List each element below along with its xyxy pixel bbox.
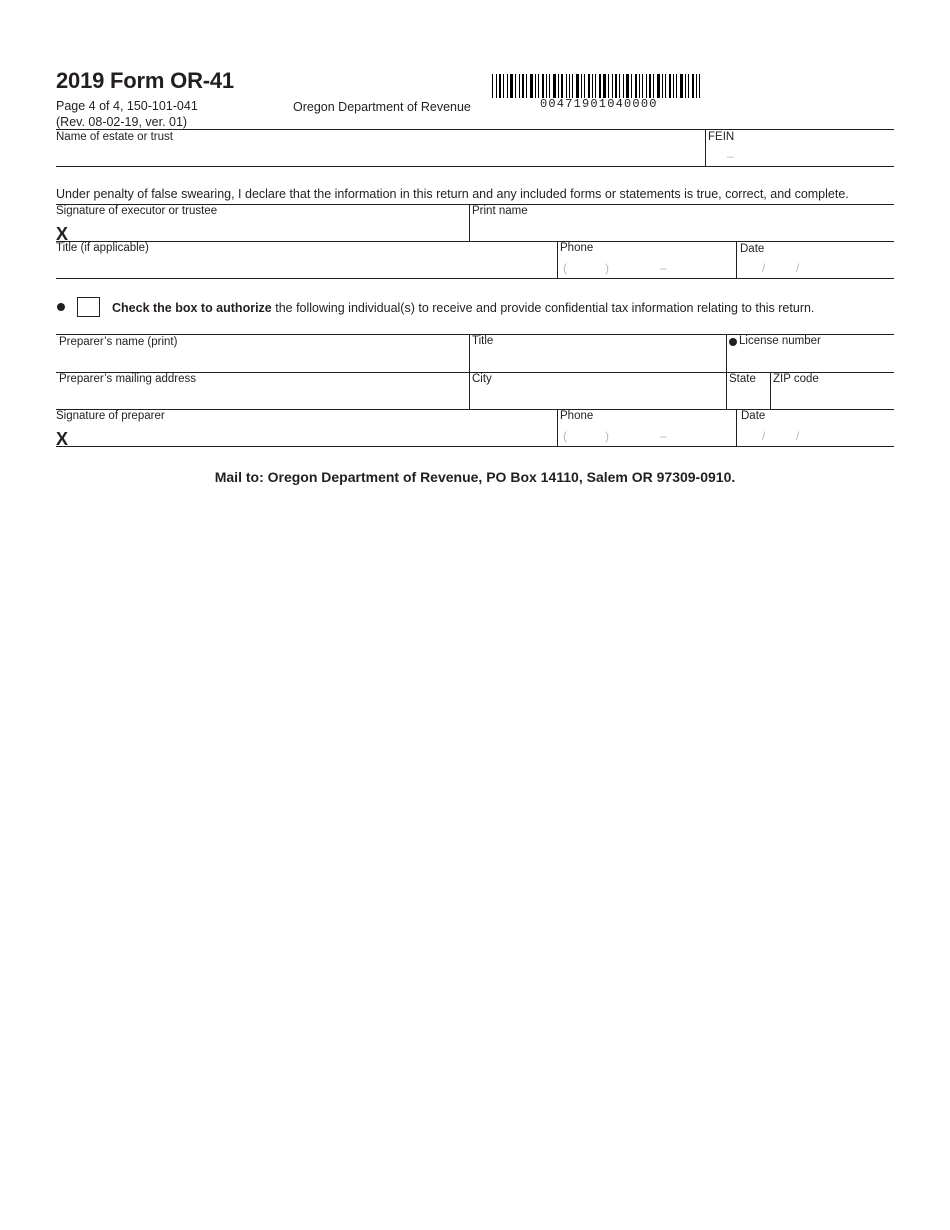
divider — [56, 446, 894, 447]
barcode-bar — [595, 74, 596, 98]
print-name-input[interactable] — [474, 222, 889, 240]
preparer-signature-label: Signature of preparer — [56, 410, 165, 422]
barcode-bar — [588, 74, 590, 98]
barcode-bar — [507, 74, 508, 98]
barcode-bar — [649, 74, 651, 98]
barcode-bar — [665, 74, 666, 98]
barcode-bar — [608, 74, 609, 98]
preparer-date-label: Date — [741, 410, 766, 422]
date-separator: / — [796, 429, 800, 443]
barcode-bar — [642, 74, 643, 98]
fein-input[interactable] — [710, 146, 890, 164]
barcode-bar — [623, 74, 624, 98]
zip-label: ZIP code — [773, 373, 819, 385]
authorize-bold-text: Check the box to authorize — [112, 301, 272, 315]
barcode-bar — [569, 74, 570, 98]
divider — [56, 409, 894, 410]
barcode-bar — [646, 74, 647, 98]
authorize-checkbox[interactable] — [77, 297, 100, 317]
estate-name-label: Name of estate or trust — [56, 131, 173, 143]
mail-to-address: Mail to: Oregon Department of Revenue, PO Box 14110, Salem OR 97309-0910. — [214, 469, 736, 485]
barcode-bar — [538, 74, 539, 98]
barcode-bar — [519, 74, 520, 98]
barcode-bar — [546, 74, 547, 98]
agency-name: Oregon Department of Revenue — [293, 100, 471, 114]
divider — [557, 241, 558, 278]
fein-label: FEIN — [708, 131, 735, 143]
city-input[interactable] — [474, 389, 722, 407]
barcode-bar — [631, 74, 632, 98]
form-title: 2019 Form OR-41 — [56, 68, 234, 93]
barcode-bar — [669, 74, 671, 98]
barcode-bar — [676, 74, 677, 98]
authorize-text — [112, 301, 814, 315]
phone-open-paren: ( — [563, 261, 567, 275]
date-separator: / — [762, 261, 766, 275]
barcode-bar — [626, 74, 629, 98]
bullet-icon — [729, 338, 737, 346]
phone-close-paren: ) — [605, 261, 609, 275]
barcode-bar — [526, 74, 527, 98]
license-number-label: License number — [739, 335, 821, 347]
divider — [770, 372, 771, 409]
barcode-bar — [566, 74, 567, 98]
barcode-bar — [615, 74, 617, 98]
print-name-label: Print name — [472, 205, 528, 217]
divider — [469, 204, 470, 241]
preparer-name-input[interactable] — [60, 352, 462, 370]
barcode-bar — [522, 74, 524, 98]
barcode-bar — [639, 74, 640, 98]
divider — [736, 241, 737, 278]
barcode-bar — [673, 74, 674, 98]
barcode-bar — [599, 74, 601, 98]
barcode-bar — [680, 74, 683, 98]
bullet-icon — [57, 303, 65, 311]
barcode-number: 00471901040000 — [540, 97, 658, 111]
barcode-bar — [688, 74, 689, 98]
barcode-bar — [492, 74, 493, 98]
barcode-bar — [581, 74, 582, 98]
barcode-bar — [696, 74, 697, 98]
barcode-bar — [619, 74, 620, 98]
divider — [705, 129, 706, 166]
barcode-bar — [612, 74, 613, 98]
barcode-bar — [576, 74, 579, 98]
divider — [56, 241, 894, 242]
preparer-phone-label: Phone — [560, 410, 594, 422]
divider — [56, 166, 894, 167]
divider — [557, 409, 558, 446]
authorize-rest-text: the following individual(s) to receive and provide confidential tax information relating to this return. — [271, 301, 815, 315]
barcode-bar — [496, 74, 497, 98]
barcode-bar — [561, 74, 563, 98]
barcode-bar — [515, 74, 516, 98]
divider — [56, 129, 894, 130]
state-label: State — [729, 373, 756, 385]
executor-phone-input[interactable] — [570, 258, 730, 276]
preparer-address-input[interactable] — [60, 389, 462, 407]
declaration-text: Under penalty of false swearing, I declare that the information in this return and any included forms or statements is true, correct, and complete. — [56, 187, 849, 201]
executor-phone-label: Phone — [560, 242, 594, 254]
title-input[interactable] — [58, 258, 548, 276]
barcode-bar — [499, 74, 501, 98]
barcode-bar — [657, 74, 660, 98]
barcode-bar — [584, 74, 585, 98]
date-separator: / — [762, 429, 766, 443]
barcode-bar — [699, 74, 700, 98]
barcode-bar — [603, 74, 606, 98]
barcode-bar — [572, 74, 573, 98]
estate-name-input[interactable] — [58, 146, 698, 164]
barcode-bar — [558, 74, 559, 98]
phone-dash: – — [660, 261, 667, 275]
license-number-input[interactable] — [731, 352, 891, 370]
barcode-bar — [685, 74, 686, 98]
preparer-date-input[interactable] — [742, 426, 890, 444]
preparer-signature-mark: X — [56, 429, 69, 449]
preparer-name-label: Preparer’s name (print) — [59, 336, 178, 348]
executor-signature-label: Signature of executor or trustee — [56, 205, 218, 217]
preparer-signature-input[interactable] — [76, 427, 551, 445]
barcode-bar — [510, 74, 513, 98]
executor-date-input[interactable] — [742, 258, 890, 276]
city-label: City — [472, 373, 492, 385]
preparer-phone-input[interactable] — [570, 426, 730, 444]
executor-signature-input[interactable] — [76, 222, 461, 240]
barcode-bar — [549, 74, 550, 98]
zip-input[interactable] — [775, 389, 890, 407]
page-info: Page 4 of 4, 150-101-041 — [56, 99, 198, 113]
barcode-bar — [535, 74, 536, 98]
phone-close-paren: ) — [605, 429, 609, 443]
barcode-bar — [530, 74, 533, 98]
barcode-bar — [635, 74, 637, 98]
divider — [736, 409, 737, 446]
preparer-address-label: Preparer’s mailing address — [59, 373, 197, 385]
barcode-image — [492, 74, 704, 98]
phone-open-paren: ( — [563, 429, 567, 443]
barcode-bar — [653, 74, 654, 98]
date-separator: / — [796, 261, 800, 275]
barcode-bar — [553, 74, 556, 98]
preparer-title-input[interactable] — [474, 352, 722, 370]
executor-signature-mark: X — [56, 224, 69, 244]
barcode-bar — [692, 74, 694, 98]
executor-date-label: Date — [740, 243, 765, 255]
barcode-bar — [662, 74, 663, 98]
divider — [56, 278, 894, 279]
phone-dash: – — [660, 429, 667, 443]
fein-dash: – — [727, 149, 734, 163]
barcode-bar — [542, 74, 544, 98]
state-input[interactable] — [729, 389, 767, 407]
barcode-bar — [503, 74, 504, 98]
revision-info: (Rev. 08-02-19, ver. 01) — [56, 115, 188, 129]
barcode-bar — [592, 74, 593, 98]
title-label: Title (if applicable) — [56, 242, 149, 254]
preparer-title-label: Title — [472, 335, 494, 347]
